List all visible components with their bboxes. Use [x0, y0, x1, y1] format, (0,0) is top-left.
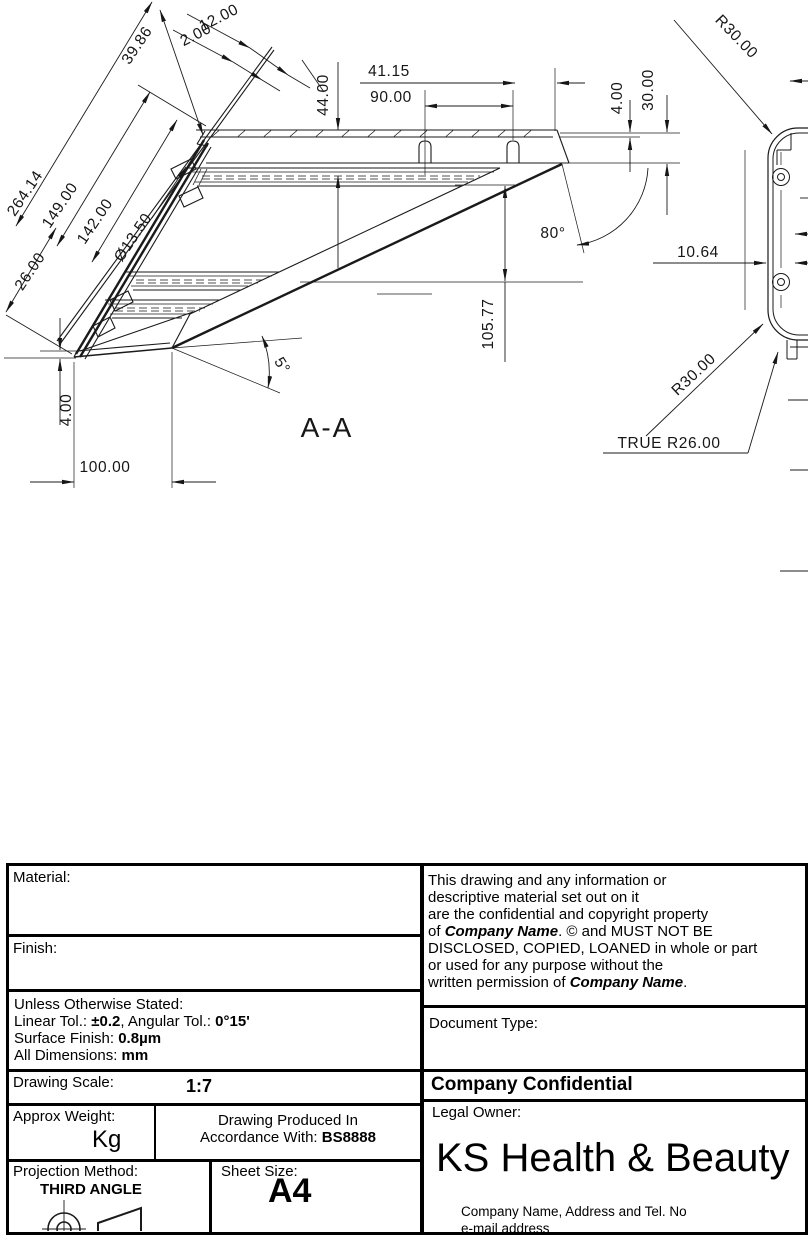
dim-label-30: 30.00: [640, 69, 657, 111]
plate-hatch: [212, 131, 531, 137]
dim-label-r30-bottom: R30.00: [668, 350, 720, 400]
title-block-line: [6, 989, 424, 992]
title-block-line: [6, 1103, 424, 1106]
confidential-line-2: descriptive material set out on it: [428, 889, 639, 906]
title-block-line: [6, 1159, 424, 1162]
sheet-size-label: Sheet Size:: [221, 1163, 298, 1180]
plate-slot: [507, 141, 519, 163]
all-dimensions-prefix: All Dimensions:: [14, 1047, 122, 1064]
dim-label-4-left: 4.00: [58, 393, 75, 427]
confidential-line-7-post: .: [683, 974, 688, 991]
company-address-line-1: Company Name, Address and Tel. No: [461, 1204, 687, 1219]
right-view: [745, 128, 808, 359]
screw-icon: [778, 174, 785, 181]
section-label: A-A: [300, 412, 354, 443]
tolerance-line-1: Unless Otherwise Stated:: [14, 996, 184, 1013]
dim-label-149: 149.00: [38, 179, 82, 232]
dim-label-105-77: 105.77: [480, 298, 497, 350]
all-dimensions-value: mm: [121, 1047, 149, 1064]
title-block-line: [6, 934, 424, 937]
company-name-inline: Company Name: [569, 974, 684, 991]
confidential-line-7-pre: written permission of: [428, 974, 570, 991]
title-block-divider-main: [420, 863, 424, 1235]
tolerance-line-2: [14, 1013, 250, 1030]
dim-label-90: 90.00: [370, 89, 412, 106]
main-view-dimension-labels: [4, 1, 657, 476]
dim-label-4-right: 4.00: [609, 81, 626, 115]
confidential-line-1: This drawing and any information or: [428, 872, 667, 889]
sheet-size-value: A4: [268, 1172, 312, 1210]
right-view-details: [745, 133, 808, 359]
drawing-scale-value: 1:7: [186, 1076, 213, 1096]
title-block-line: [420, 1099, 808, 1102]
dim-label-142: 142.00: [73, 195, 117, 248]
title-block-divider-projection: [209, 1162, 212, 1232]
company-address-line-2: e-mail address: [461, 1221, 550, 1236]
confidential-line-3: are the confidential and copyright property: [428, 906, 709, 923]
confidential-line-4-pre: of: [428, 923, 445, 940]
dim-label-80deg: 80°: [540, 225, 566, 242]
dim-label-dia-13-5: Ø13.50: [110, 210, 156, 265]
confidentiality-notice: [428, 872, 757, 991]
confidential-line-4-post: . © and MUST NOT BE: [558, 923, 713, 940]
dim-label-39-86: 39.86: [118, 23, 157, 68]
legal-owner-value: KS Health & Beauty: [436, 1136, 790, 1180]
surface-finish-value: 0.8µm: [118, 1030, 162, 1047]
angular-tol-value: 0°15': [215, 1013, 250, 1030]
inclined-panel: [57, 47, 274, 359]
dim-label-264-14: 264.14: [3, 167, 47, 220]
produced-in-accordance: [156, 1112, 420, 1146]
finish-label: Finish:: [13, 940, 58, 957]
projection-method-label: Projection Method:: [13, 1163, 139, 1180]
confidential-line-6: or used for any purpose without the: [428, 957, 664, 974]
confidential-line-5: DISCLOSED, COPIED, LOANED in whole or part: [428, 940, 758, 957]
lower-shelf: [110, 272, 279, 311]
surface-finish-prefix: Surface Finish:: [14, 1030, 119, 1047]
linear-tol-value: ±0.2: [91, 1013, 121, 1030]
right-view-dimension-labels: [617, 12, 761, 452]
tolerance-line-3: [14, 1030, 161, 1047]
dim-label-41-15: 41.15: [368, 63, 410, 80]
produced-line-1: Drawing Produced In: [217, 1112, 359, 1129]
dim-label-5deg: 5°: [270, 354, 294, 377]
title-block-line: [420, 1005, 808, 1008]
dim-label-true-r26: TRUE R26.00: [617, 435, 721, 452]
approx-weight-value: Kg: [92, 1126, 122, 1153]
company-confidential: Company Confidential: [431, 1074, 633, 1095]
dim-label-100: 100.00: [79, 459, 131, 476]
dim-label-44: 44.00: [315, 74, 332, 116]
upper-shelf: [179, 168, 500, 207]
projection-method-value: THIRD ANGLE: [40, 1181, 142, 1198]
screw-icon: [773, 274, 790, 291]
dim-label-2: 2.00: [177, 20, 215, 50]
tolerance-line-4: [14, 1047, 148, 1064]
legal-owner-label: Legal Owner:: [432, 1104, 522, 1121]
dim-label-12: 12.00: [196, 0, 242, 36]
third-angle-symbol: [28, 1198, 158, 1231]
approx-weight-label: Approx Weight:: [13, 1108, 116, 1125]
dim-label-26: 26.00: [11, 249, 50, 294]
dim-label-10-64: 10.64: [677, 244, 719, 261]
screw-icon: [773, 169, 790, 186]
produced-line-2-prefix: Accordance With:: [200, 1129, 322, 1146]
angular-tol-prefix: , Angular Tol.:: [120, 1013, 216, 1030]
material-label: Material:: [13, 869, 71, 886]
produced-standard: BS8888: [321, 1129, 376, 1146]
company-name-inline: Company Name: [444, 923, 559, 940]
title-block-line: [6, 1069, 808, 1072]
screw-icon: [778, 279, 785, 286]
right-view-dimensions: [603, 20, 808, 571]
linear-tol-prefix: Linear Tol.:: [14, 1013, 92, 1030]
document-type-label: Document Type:: [429, 1015, 538, 1032]
dim-label-r30-top: R30.00: [711, 11, 761, 63]
drawing-scale-label: Drawing Scale:: [13, 1074, 114, 1091]
drawing-canvas: [0, 0, 808, 600]
